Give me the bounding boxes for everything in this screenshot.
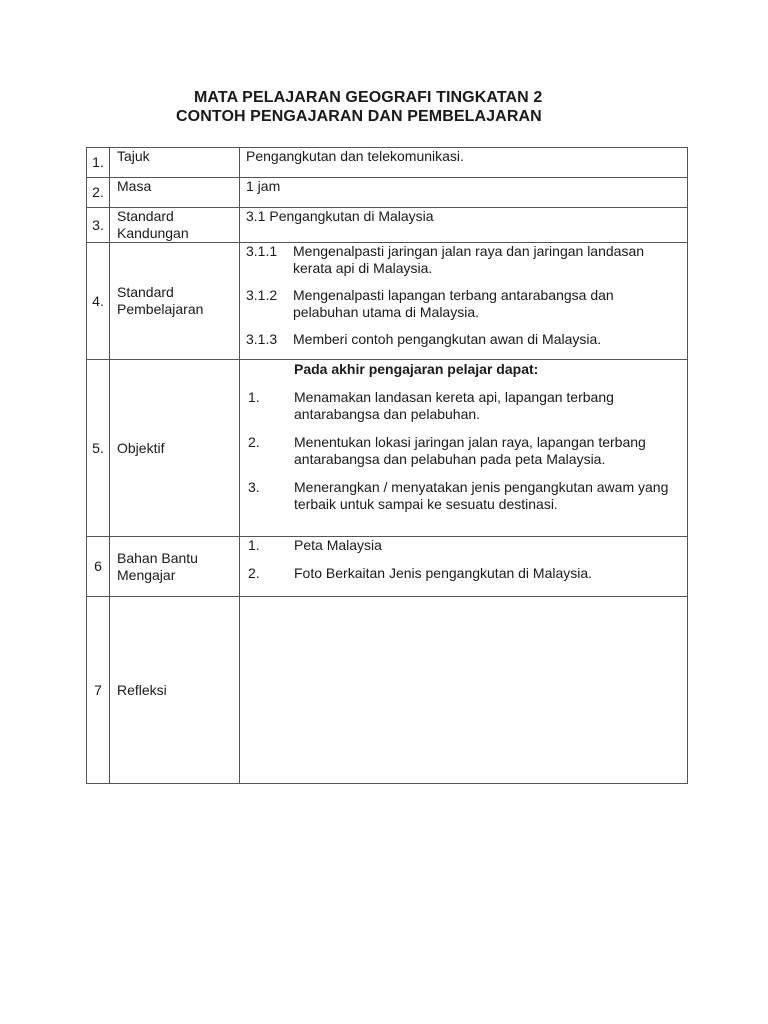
item-text: Peta Malaysia xyxy=(294,537,382,553)
objective-item xyxy=(246,389,679,423)
row-number: 5. xyxy=(87,360,110,537)
row-label: Masa xyxy=(110,178,240,208)
row-number: 1. xyxy=(87,148,110,178)
reflection-content xyxy=(240,597,688,784)
item-text: Memberi contoh pengangkutan awan di Malaysia. xyxy=(293,331,602,347)
row-label: Refleksi xyxy=(110,597,240,784)
teaching-aid-item xyxy=(246,565,687,582)
row-label: Standard Pembelajaran xyxy=(110,243,240,360)
item-text: Menentukan lokasi jaringan jalan raya, lapangan terbang antarabangsa dan pelabuhan pada peta Malaysia. xyxy=(294,434,646,467)
item-code: 3.1.1 xyxy=(246,243,278,259)
table-row-standard-kandungan xyxy=(87,208,688,243)
row-label: Tajuk xyxy=(110,148,240,178)
item-text: Menerangkan / menyatakan jenis pengangkutan awam yang terbaik untuk sampai ke sesuatu destinasi. xyxy=(294,479,669,512)
document-title-line2: CONTOH PENGAJARAN DAN PEMBELAJARAN xyxy=(176,108,542,125)
row-number: 7 xyxy=(87,597,110,784)
item-number: 1. xyxy=(248,537,260,553)
row-number: 4. xyxy=(87,243,110,360)
row-content xyxy=(240,243,688,360)
row-number: 6 xyxy=(87,537,110,597)
objective-item xyxy=(246,479,679,513)
row-content xyxy=(240,360,688,537)
table-row-objektif xyxy=(87,360,688,537)
item-text: Foto Berkaitan Jenis pengangkutan di Malaysia. xyxy=(294,565,593,581)
row-content: 3.1 Pengangkutan di Malaysia xyxy=(240,208,688,243)
learning-standard-item xyxy=(246,287,667,321)
row-number: 3. xyxy=(87,208,110,243)
objective-item xyxy=(246,434,679,468)
table-row-masa xyxy=(87,178,688,208)
teaching-aid-item xyxy=(246,537,687,554)
row-number: 2. xyxy=(87,178,110,208)
row-content xyxy=(240,537,688,597)
item-text: Mengenalpasti jaringan jalan raya dan jaringan landasan kerata api di Malaysia. xyxy=(293,243,645,276)
row-label: Standard Kandungan xyxy=(110,208,240,243)
item-number: 1. xyxy=(248,389,260,405)
row-content: 1 jam xyxy=(240,178,688,208)
item-number: 3. xyxy=(248,479,260,495)
table-row-refleksi xyxy=(87,597,688,784)
item-code: 3.1.3 xyxy=(246,331,278,347)
table-row-bahan-bantu-mengajar xyxy=(87,537,688,597)
row-label: Objektif xyxy=(110,360,240,537)
lesson-plan-table xyxy=(86,147,688,784)
item-number: 2. xyxy=(248,434,260,450)
item-number: 2. xyxy=(248,565,260,581)
table-row-tajuk xyxy=(87,148,688,178)
table-row-standard-pembelajaran xyxy=(87,243,688,360)
learning-standard-item xyxy=(246,331,667,348)
item-code: 3.1.2 xyxy=(246,287,278,303)
learning-standard-item xyxy=(246,243,667,277)
objective-heading: Pada akhir pengajaran pelajar dapat: xyxy=(294,361,539,377)
row-content: Pengangkutan dan telekomunikasi. xyxy=(240,148,688,178)
item-text: Mengenalpasti lapangan terbang antarabangsa dan pelabuhan utama di Malaysia. xyxy=(293,287,614,320)
row-label: Bahan Bantu Mengajar xyxy=(110,537,240,597)
document-title-line1: MATA PELAJARAN GEOGRAFI TINGKATAN 2 xyxy=(194,89,543,106)
item-text: Menamakan landasan kereta api, lapangan terbang antarabangsa dan pelabuhan. xyxy=(294,389,614,422)
